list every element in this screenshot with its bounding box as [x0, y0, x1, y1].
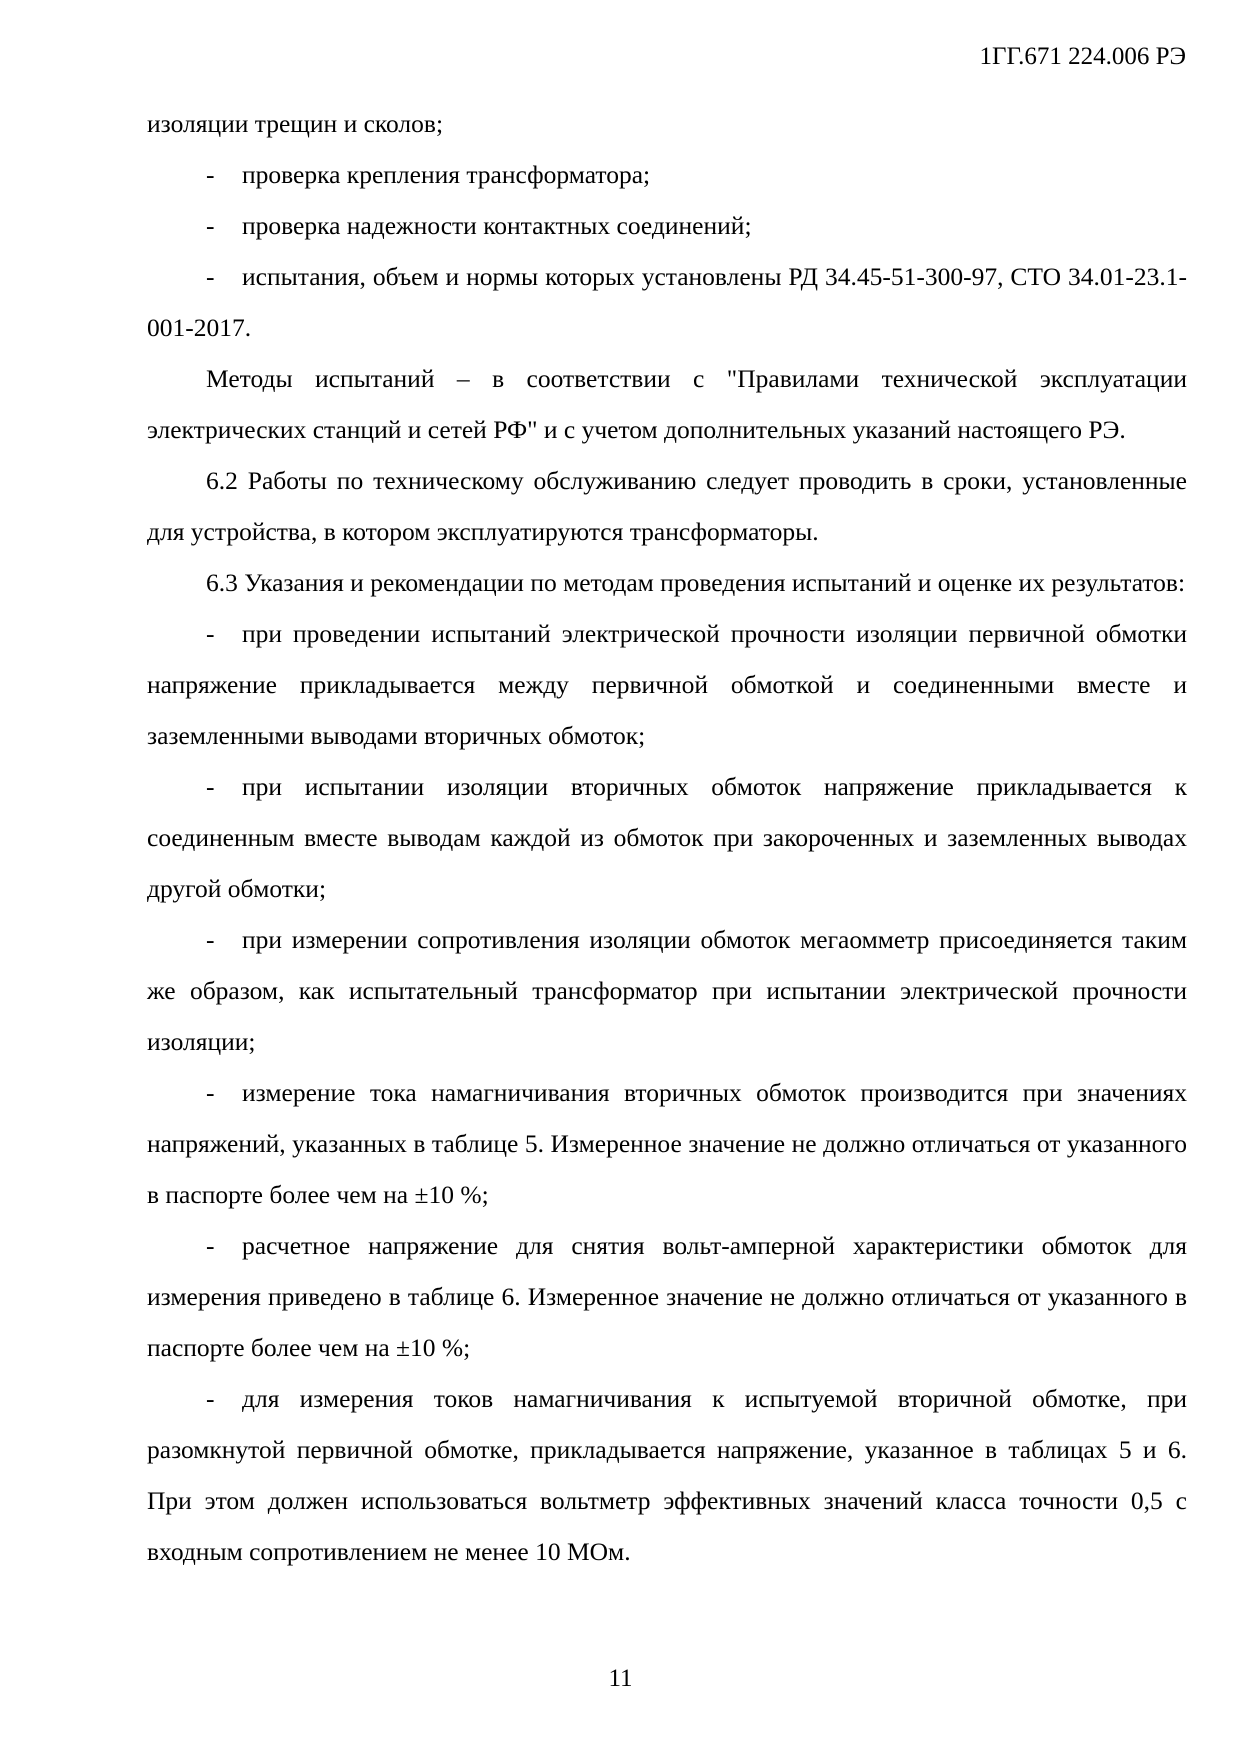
page-number: 11 [608, 1665, 633, 1692]
document-body [147, 98, 1187, 1577]
list-item-text: измерение тока намагничивания вторичных обмоток производится при значениях напряжений, указанных в таблице 5. Измеренное значение не должно отличаться от указанного в паспорте более чем на ±10 %; [147, 1078, 1187, 1209]
list-dash: - [206, 1384, 215, 1413]
list-dash: - [206, 925, 215, 954]
list-item-text: для измерения токов намагничивания к испытуемой вторичной обмотке, при разомкнутой первичной обмотке, прикладывается напряжение, указанное в таблицах 5 и 6. При этом должен использоваться вольтметр эффективных значений класса точности 0,5 с входным сопротивлением не менее 10 МОм. [147, 1384, 1187, 1566]
list-item-magnetizing-current [147, 1067, 1187, 1220]
list-dash: - [206, 1231, 215, 1260]
list-item-text: при измерении сопротивления изоляции обмоток мегаомметр присоединяется таким же образом, как испытательный трансформатор при испытании электрической прочности изоляции; [147, 925, 1187, 1056]
list-item-primary-insulation [147, 608, 1187, 761]
paragraph-section-6-3: 6.3 Указания и рекомендации по методам проведения испытаний и оценке их результатов: [206, 568, 1186, 597]
list-item-text: испытания, объем и нормы которых установлены РД 34.45-51-300-97, СТО 34.01-23.1-001-2017. [147, 262, 1187, 342]
list-dash: - [206, 211, 215, 240]
document-code: 1ГГ.671 224.006 РЭ [979, 43, 1186, 70]
list-dash: - [206, 262, 215, 291]
list-dash: - [206, 619, 215, 648]
paragraph-continuation: изоляции трещин и сколов; [147, 109, 444, 138]
list-item-tests [147, 251, 1187, 353]
list-dash: - [206, 160, 215, 189]
paragraph-section-6-2: 6.2 Работы по техническому обслуживанию следует проводить в сроки, установленные для устройства, в котором эксплуатируются трансформаторы. [147, 466, 1187, 546]
list-item-contact-check [147, 200, 1187, 251]
list-item-text: расчетное напряжение для снятия вольт-амперной характеристики обмоток для измерения приведено в таблице 6. Измеренное значение не должно отличаться от указанного в паспорте более чем на ±10 %; [147, 1231, 1187, 1362]
list-dash: - [206, 1078, 215, 1107]
list-item-text: проверка крепления трансформатора; [242, 160, 651, 189]
list-item-text: проверка надежности контактных соединений; [242, 211, 752, 240]
list-item-text: при проведении испытаний электрической прочности изоляции первичной обмотки напряжение прикладывается между первичной обмоткой и соединенными вместе и заземленными выводами вторичных обмоток; [147, 619, 1187, 750]
paragraph-test-methods: Методы испытаний – в соответствии с "Правилами технической эксплуатации электрических станций и сетей РФ" и с учетом дополнительных указаний настоящего РЭ. [147, 364, 1187, 444]
list-item-voltmeter [147, 1373, 1187, 1577]
list-item-volt-ampere [147, 1220, 1187, 1373]
list-item-fastening-check [147, 149, 1187, 200]
list-item-text: при испытании изоляции вторичных обмоток напряжение прикладывается к соединенным вместе выводам каждой из обмоток при закороченных и заземленных выводах другой обмотки; [147, 772, 1187, 903]
list-item-secondary-insulation [147, 761, 1187, 914]
list-dash: - [206, 772, 215, 801]
list-item-megohmmeter [147, 914, 1187, 1067]
